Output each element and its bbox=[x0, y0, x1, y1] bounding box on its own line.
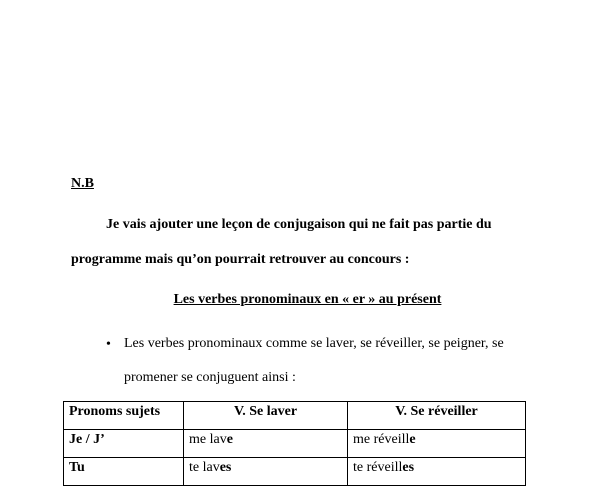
header-se-reveiller: V. Se réveiller bbox=[348, 402, 526, 430]
reveiller-cell bbox=[348, 430, 526, 458]
reveiller-ending: es bbox=[402, 460, 415, 475]
bullet-text-line-2: promener se conjuguent ainsi : bbox=[124, 370, 296, 385]
bullet-marker: • bbox=[106, 337, 111, 352]
pronoun-cell: Tu bbox=[64, 458, 184, 486]
laver-ending: es bbox=[219, 460, 232, 475]
laver-stem: me lav bbox=[189, 432, 227, 447]
header-pronoms-sujets: Pronoms sujets bbox=[64, 402, 184, 430]
laver-cell bbox=[184, 458, 348, 486]
laver-stem: te lav bbox=[189, 460, 220, 475]
intro-line-2: programme mais qu’on pourrait retrouver au concours : bbox=[71, 252, 410, 267]
laver-ending: e bbox=[226, 432, 233, 447]
bullet-text-line-1: Les verbes pronominaux comme se laver, se réveiller, se peigner, se bbox=[124, 336, 504, 351]
pronoun-cell: Je / J’ bbox=[64, 430, 184, 458]
table-header-row bbox=[64, 402, 526, 430]
reveiller-cell bbox=[348, 458, 526, 486]
header-se-laver: V. Se laver bbox=[184, 402, 348, 430]
reveiller-stem: te réveill bbox=[353, 460, 403, 475]
lesson-title: Les verbes pronominaux en « er » au présent bbox=[173, 292, 442, 307]
table-row bbox=[64, 458, 526, 486]
laver-cell bbox=[184, 430, 348, 458]
note-heading: N.B bbox=[71, 176, 94, 191]
table-row bbox=[64, 430, 526, 458]
reveiller-ending: e bbox=[409, 432, 416, 447]
intro-line-1: Je vais ajouter une leçon de conjugaison qui ne fait pas partie du bbox=[106, 217, 492, 232]
conjugation-table bbox=[63, 401, 526, 486]
reveiller-stem: me réveill bbox=[353, 432, 410, 447]
